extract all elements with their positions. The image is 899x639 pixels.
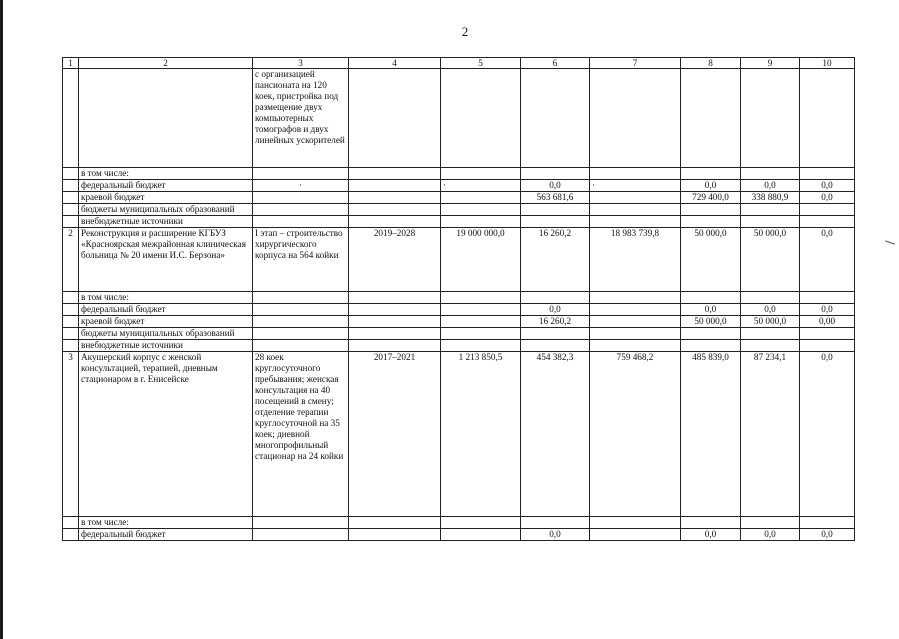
object-description: с организацией пансионата на 120 коек, пристройка под размещение двух компьютерных томографов и двух линейных ускорителей: [253, 69, 349, 168]
value-cell: 0,0: [741, 180, 800, 192]
period-cell: 2017–2021: [349, 352, 441, 517]
value-cell: 50 000,0: [681, 228, 741, 292]
value-cell: 729 400,0: [681, 192, 741, 204]
value-cell: 0,0: [800, 180, 855, 192]
value-cell: 0,0: [800, 352, 855, 517]
value-cell: 16 260,2: [521, 228, 590, 292]
investment-table: [62, 57, 855, 541]
header-cell: 9: [741, 58, 800, 69]
value-cell: 87 234,1: [741, 352, 800, 517]
row-label: в том числе:: [79, 168, 253, 180]
value-cell: 563 681,6: [521, 192, 590, 204]
header-cell: 1: [63, 58, 79, 69]
header-cell: 4: [349, 58, 441, 69]
scan-artifact-mark: [885, 240, 895, 244]
value-cell: 50 000,0: [741, 228, 800, 292]
row-label: краевой бюджет: [79, 192, 253, 204]
header-cell: 5: [441, 58, 521, 69]
value-cell: 0,00: [800, 316, 855, 328]
value-cell: 0,0: [521, 180, 590, 192]
header-cell: 2: [79, 58, 253, 69]
scan-binding-edge: [0, 0, 3, 639]
object-name: Акушерский корпус с женской консультацией, терапией, дневным стационаром в г. Енисейске: [79, 352, 253, 517]
table-row-federal: [63, 529, 855, 541]
value-cell: 0,0: [521, 304, 590, 316]
value-cell: 19 000 000,0: [441, 228, 521, 292]
row-label: в том числе:: [79, 292, 253, 304]
table-row-incl: [63, 292, 855, 304]
row-label: бюджеты муниципальных образований: [79, 328, 253, 340]
value-cell: 1 213 850,5: [441, 352, 521, 517]
table-row-incl: [63, 168, 855, 180]
header-cell: 6: [521, 58, 590, 69]
value-cell: 16 260,2: [521, 316, 590, 328]
table-row-extra: [63, 340, 855, 352]
object-name: Реконструкция и расширение КГБУЗ «Красноярская межрайонная клиническая больница № 20 имени И.С. Берзона»: [79, 228, 253, 292]
row-label: внебюджетные источники: [79, 340, 253, 352]
object-description: 28 коек круглосуточного пребывания; женская консультация на 40 посещений в смену; отделение терапии круглосуточной на 35 коек; дневной многопрофильный стационар на 24 койки: [253, 352, 349, 517]
table-row-regional: [63, 316, 855, 328]
table-row-federal: [63, 180, 855, 192]
value-cell: 454 382,3: [521, 352, 590, 517]
header-cell: 3: [253, 58, 349, 69]
row-label: краевой бюджет: [79, 316, 253, 328]
table-row-regional: [63, 192, 855, 204]
row-number: 2: [63, 228, 79, 292]
value-cell: 759 468,2: [590, 352, 681, 517]
scan-dot: ·: [441, 180, 521, 192]
value-cell: 0,0: [800, 529, 855, 541]
scan-dot: ·: [590, 180, 681, 192]
value-cell: 0,0: [681, 304, 741, 316]
row-label: федеральный бюджет: [79, 304, 253, 316]
object-description: I этап – строительство хирургического корпуса на 564 койки: [253, 228, 349, 292]
row-label: федеральный бюджет: [79, 529, 253, 541]
value-cell: 0,0: [800, 228, 855, 292]
row-label: федеральный бюджет: [79, 180, 253, 192]
row-label: внебюджетные источники: [79, 216, 253, 228]
table-row-federal: [63, 304, 855, 316]
scan-dot: ·: [253, 180, 349, 192]
row-number: 3: [63, 352, 79, 517]
row-label: бюджеты муниципальных образований: [79, 204, 253, 216]
value-cell: 0,0: [800, 192, 855, 204]
table-row-object: [63, 352, 855, 517]
table-row-municipal: [63, 204, 855, 216]
value-cell: 338 880,9: [741, 192, 800, 204]
value-cell: 0,0: [681, 180, 741, 192]
period-cell: 2019–2028: [349, 228, 441, 292]
page-number: 2: [461, 24, 469, 39]
header-cell: 10: [800, 58, 855, 69]
table-row-continuation: [63, 69, 855, 168]
row-label: в том числе:: [79, 517, 253, 529]
table-header-row: [63, 58, 855, 69]
value-cell: 0,0: [521, 529, 590, 541]
value-cell: 0,0: [741, 529, 800, 541]
header-cell: 8: [681, 58, 741, 69]
value-cell: 0,0: [741, 304, 800, 316]
table-row-municipal: [63, 328, 855, 340]
table-row-object: [63, 228, 855, 292]
value-cell: 50 000,0: [741, 316, 800, 328]
value-cell: 18 983 739,8: [590, 228, 681, 292]
value-cell: 50 000,0: [681, 316, 741, 328]
header-cell: 7: [590, 58, 681, 69]
table-row-extra: [63, 216, 855, 228]
table-row-incl: [63, 517, 855, 529]
value-cell: 0,0: [800, 304, 855, 316]
value-cell: 0,0: [681, 529, 741, 541]
value-cell: 485 839,0: [681, 352, 741, 517]
